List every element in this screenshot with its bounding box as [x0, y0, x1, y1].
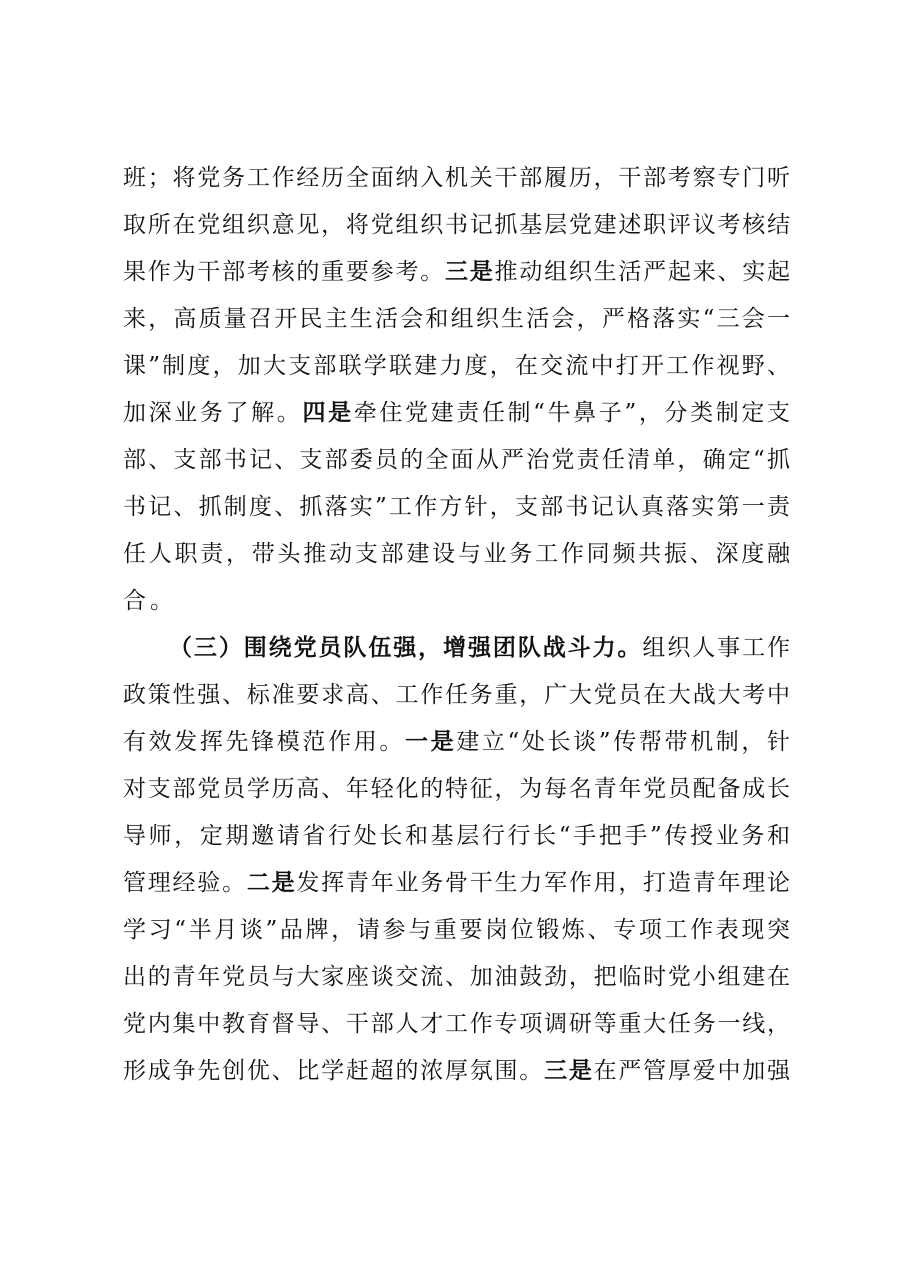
text-line — [123, 907, 790, 954]
text-run: 加深业务了解。 — [123, 400, 303, 426]
text-line — [123, 343, 790, 390]
text-run: 导师，定期邀请省行处长和基层行行长“手把手”传授业务和 — [123, 823, 790, 849]
text-run: 政策性强、标准要求高、工作任务重，广大党员在大战大考中 — [123, 682, 790, 708]
text-line — [123, 202, 790, 249]
text-run: 出的青年党员与大家座谈交流、加油鼓劲，把临时党小组建在 — [123, 964, 790, 990]
text-line — [123, 578, 790, 625]
text-line — [123, 484, 790, 531]
text-line — [123, 860, 790, 907]
text-run: 形成争先创优、比学赶超的浓厚氛围。 — [123, 1058, 545, 1084]
text-line — [123, 813, 790, 860]
text-run: 发挥青年业务骨干生力军作用，打造青年理论 — [296, 870, 790, 896]
text-line — [123, 1048, 790, 1095]
text-run: 在严管厚爱中加强 — [593, 1058, 790, 1084]
text-line — [123, 249, 790, 296]
section-heading: （三）围绕党员队伍强，增强团队战斗力。 — [169, 635, 643, 661]
text-run: 对支部党员学历高、年轻化的特征，为每名青年党员配备成长 — [123, 776, 790, 802]
text-run: 建立“处长谈”传帮带机制，针 — [456, 729, 790, 755]
text-line — [123, 390, 790, 437]
text-line — [123, 1001, 790, 1048]
section-heading-line — [123, 625, 790, 672]
text-run: 学习“半月谈”品牌，请参与重要岗位锻炼、专项工作表现突 — [123, 917, 790, 943]
text-run: 组织人事工作 — [642, 635, 790, 661]
text-run: 合。 — [123, 588, 177, 614]
bold-marker: 一是 — [404, 729, 457, 755]
text-run: 取所在党组织意见，将党组织书记抓基层党建述职评议考核结 — [123, 212, 790, 238]
text-run: 管理经验。 — [123, 870, 247, 896]
text-line — [123, 437, 790, 484]
text-run: 果作为干部考核的重要参考。 — [123, 259, 445, 285]
bold-marker: 三是 — [544, 1058, 594, 1084]
text-run: 党内集中教育督导、干部人才工作专项调研等重大任务一线， — [123, 1011, 790, 1037]
text-line — [123, 672, 790, 719]
bold-marker: 二是 — [246, 870, 297, 896]
text-line — [123, 719, 790, 766]
text-run: 推动组织生活严起来、实起 — [494, 259, 790, 285]
document-body — [123, 155, 790, 1095]
text-run: 班；将党务工作经历全面纳入机关干部履历，干部考察专门听 — [123, 165, 790, 191]
bold-marker: 四是 — [302, 400, 354, 426]
text-line — [123, 155, 790, 202]
text-run: 有效发挥先锋模范作用。 — [123, 729, 405, 755]
text-run: 书记、抓制度、抓落实”工作方针，支部书记认真落实第一责 — [123, 494, 790, 520]
text-run: 牵住党建责任制“牛鼻子”，分类制定支 — [353, 400, 790, 426]
bold-marker: 三是 — [445, 259, 495, 285]
text-line — [123, 296, 790, 343]
text-run: 来，高质量召开民主生活会和组织生活会，严格落实“三会一 — [123, 306, 790, 332]
text-line — [123, 766, 790, 813]
text-run: 课”制度，加大支部联学联建力度，在交流中打开工作视野、 — [123, 353, 790, 379]
text-run: 部、支部书记、支部委员的全面从严治党责任清单，确定“抓 — [123, 447, 790, 473]
text-line — [123, 954, 790, 1001]
text-line — [123, 531, 790, 578]
text-run: 任人职责，带头推动支部建设与业务工作同频共振、深度融 — [123, 541, 790, 567]
